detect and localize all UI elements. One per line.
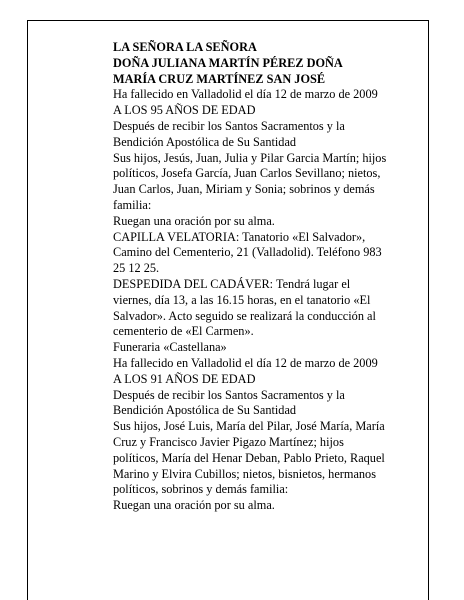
sacraments-line: Después de recibir los Santos Sacramentos y la	[113, 387, 345, 402]
death-notice-line: Ha fallecido en Valladolid el día 12 de marzo de 2009	[113, 87, 378, 102]
family-line: familia:	[113, 197, 152, 212]
chapel-line: CAPILLA VELATORIA: Tanatorio «El Salvador»,	[113, 229, 366, 244]
family-line: Sus hijos, José Luis, María del Pilar, José María, María	[113, 419, 385, 434]
age-line: A LOS 95 AÑOS DE EDAD	[113, 103, 256, 118]
family-line: Cruz y Francisco Javier Pigazo Martínez; hijos	[113, 434, 344, 449]
farewell-line: viernes, día 13, a las 16.15 horas, en el tanatorio «El	[113, 292, 371, 307]
family-line: Juan Carlos, Juan, Miriam y Sonia; sobrinos y demás	[113, 182, 375, 197]
funeral-home-line: Funeraria «Castellana»	[113, 340, 227, 355]
heading-line-2: DOÑA JULIANA MARTÍN PÉREZ DOÑA	[113, 55, 343, 70]
sacraments-line: Bendición Apostólica de Su Santidad	[113, 403, 297, 418]
family-line: políticos, Josefa García, Juan Carlos Sevillano; nietos,	[113, 166, 381, 181]
heading-line-1: LA SEÑORA LA SEÑORA	[113, 40, 257, 54]
sacraments-line: Después de recibir los Santos Sacramentos y la	[113, 118, 345, 133]
prayer-request-line: Ruegan una oración por su alma.	[113, 498, 275, 513]
chapel-line: Camino del Cementerio, 21 (Valladolid). Teléfono 983	[113, 245, 382, 260]
family-line: Sus hijos, Jesús, Juan, Julia y Pilar Garcia Martín; hijos	[113, 150, 387, 165]
sacraments-line: Bendición Apostólica de Su Santidad	[113, 134, 297, 149]
family-line: políticos, sobrinos y demás familia:	[113, 482, 289, 497]
farewell-line: Salvador». Acto seguido se realizará la conducción al	[113, 308, 376, 323]
death-notice-line: Ha fallecido en Valladolid el día 12 de marzo de 2009	[113, 355, 378, 370]
farewell-line: DESPEDIDA DEL CADÁVER: Tendrá lugar el	[113, 276, 351, 291]
prayer-request-line: Ruegan una oración por su alma.	[113, 213, 275, 228]
obituary-notice	[113, 40, 413, 514]
farewell-line: cementerio de «El Carmen».	[113, 324, 254, 339]
chapel-line: 25 12 25.	[113, 261, 160, 276]
heading-line-3: MARÍA CRUZ MARTÍNEZ SAN JOSÉ	[113, 71, 326, 86]
age-line: A LOS 91 AÑOS DE EDAD	[113, 371, 256, 386]
family-line: Marino y Elvira Cubillos; nietos, bisnietos, hermanos	[113, 466, 376, 481]
family-line: políticos, María del Henar Deban, Pablo Prieto, Raquel	[113, 450, 385, 465]
